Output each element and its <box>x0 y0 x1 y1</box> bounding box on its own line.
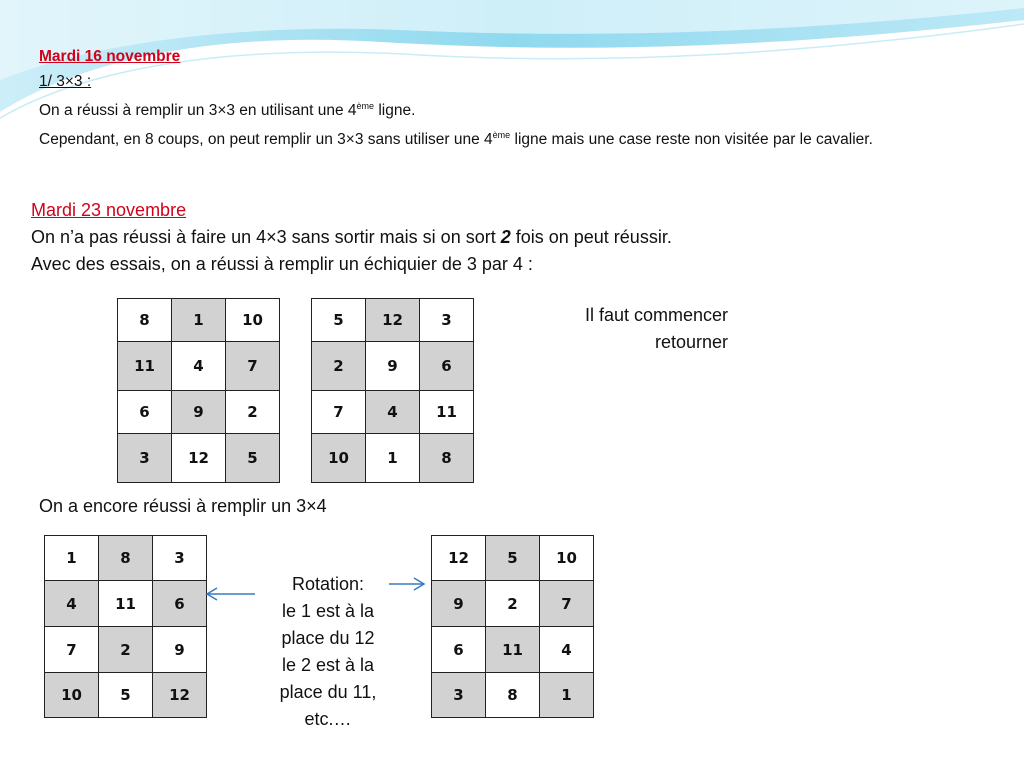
grid-cell: 4 <box>540 627 594 673</box>
section3-line: On a encore réussi à remplir un 3×4 <box>39 496 327 516</box>
grid-cell: 3 <box>432 673 486 718</box>
grid-cell: 5 <box>226 434 280 483</box>
grid-cell: 5 <box>486 536 540 581</box>
grid-cell: 2 <box>99 627 153 673</box>
grid-cell: 7 <box>226 342 280 391</box>
grid-cell: 1 <box>540 673 594 718</box>
grid-cell: 6 <box>153 581 207 627</box>
grid-cell: 11 <box>118 342 172 391</box>
grid-cell: 11 <box>99 581 153 627</box>
grid-cell: 7 <box>312 391 366 434</box>
grid-cell: 10 <box>312 434 366 483</box>
grid-cell: 12 <box>432 536 486 581</box>
grid-cell: 4 <box>172 342 226 391</box>
grid-cell: 6 <box>420 342 474 391</box>
grid-cell: 9 <box>366 342 420 391</box>
grid-cell: 1 <box>366 434 420 483</box>
grid-cell: 1 <box>45 536 99 581</box>
grid-cell: 10 <box>45 673 99 718</box>
grid-cell: 3 <box>153 536 207 581</box>
grid-cell: 11 <box>486 627 540 673</box>
grid-cell: 12 <box>366 299 420 342</box>
rotation-explanation: Rotation: le 1 est à la place du 12 le 2 est à la place du 11, etc.… <box>279 574 377 729</box>
grid-cell: 4 <box>366 391 420 434</box>
grid-cell: 7 <box>540 581 594 627</box>
grid-cell: 2 <box>312 342 366 391</box>
section2-line1: On n’a pas réussi à faire un 4×3 sans sortir mais si on sort 2 fois on peut réussir. <box>31 227 672 247</box>
grid-cell: 9 <box>153 627 207 673</box>
section1-title: Mardi 16 novembre <box>39 48 181 65</box>
grid-cell: 3 <box>420 299 474 342</box>
grid-cell: 5 <box>99 673 153 718</box>
grid-cell: 10 <box>226 299 280 342</box>
grid-cell: 9 <box>432 581 486 627</box>
section1-line2: Cependant, en 8 coups, on peut remplir un 3×3 sans utiliser une 4ème ligne mais une case reste non visitée par le cavalier. <box>39 130 873 149</box>
arrow-left-icon <box>207 588 255 600</box>
grid-cell: 10 <box>540 536 594 581</box>
grid-cell: 8 <box>486 673 540 718</box>
grid-cell: 5 <box>312 299 366 342</box>
grid-cell: 8 <box>420 434 474 483</box>
grid-cell: 12 <box>172 434 226 483</box>
grid-cell: 6 <box>432 627 486 673</box>
arrow-right-icon <box>389 578 424 590</box>
grid-cell: 12 <box>153 673 207 718</box>
note-text: Il faut commencer retourner <box>584 305 728 352</box>
grid-cell: 3 <box>118 434 172 483</box>
grid-cell: 6 <box>118 391 172 434</box>
section2-title: Mardi 23 novembre <box>31 200 187 220</box>
section1-line1: On a réussi à remplir un 3×3 en utilisant une 4ème ligne. <box>39 101 416 120</box>
grid-cell: 9 <box>172 391 226 434</box>
grid-cell: 4 <box>45 581 99 627</box>
grid-cell: 8 <box>118 299 172 342</box>
grid-cell: 2 <box>486 581 540 627</box>
grid-cell: 7 <box>45 627 99 673</box>
section1-subtitle: 1/ 3×3 : <box>39 73 92 90</box>
grid-cell: 8 <box>99 536 153 581</box>
section2-line2: Avec des essais, on a réussi à remplir un échiquier de 3 par 4 : <box>31 254 533 274</box>
grid-cell: 2 <box>226 391 280 434</box>
grid-cell: 1 <box>172 299 226 342</box>
grid-cell: 11 <box>420 391 474 434</box>
